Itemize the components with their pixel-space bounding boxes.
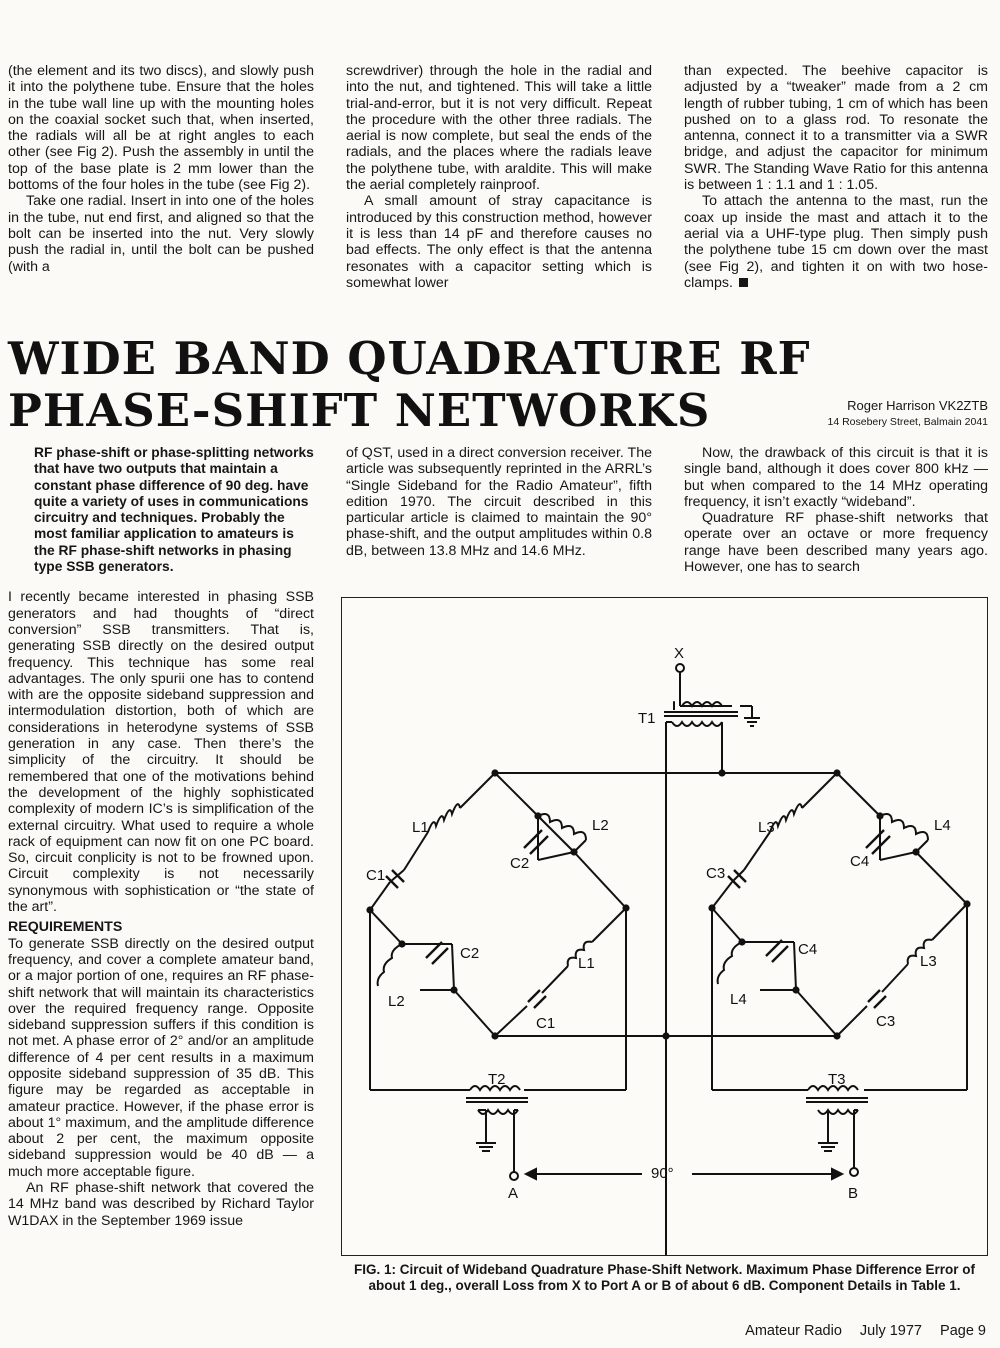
footer-magazine: Amateur Radio	[745, 1323, 842, 1339]
label-t3: T3	[828, 1071, 846, 1088]
label-l1: L1	[412, 819, 429, 836]
figure-caption: FIG. 1: Circuit of Wideband Quadrature Phase-Shift Network. Maximum Phase Difference Error of about 1 deg., overall Loss from X to Port A or B of about 6 dB. Component Details in Table 1.	[354, 1262, 975, 1293]
paragraph: Take one radial. Insert in into one of the holes in the tube, nut end first, and aligned so that the bolt can be inserted into the nut. Very slowly push the radial in, until the bolt can be pushed (with a	[8, 193, 314, 275]
end-of-article-mark	[739, 278, 748, 287]
paragraph: I recently became interested in phasing SSB generators and had thoughts of “direct conversion” SSB transmitters. That is, generating SSB directly on the desired output frequency. This technique has some real advantages. The only spurii one has to contend with are the opposite sideband suppression and intermodulation distortion, both of which are considerations in heterodyne systems of SSB generation in any case. Then there’s the simplicity of the circuitry. It should be remembered that one of the motivations behind the development of the highly sophisticated complexity of modern IC’s is simplification of the external circuitry. What used to require a whole rack of equipment can now fit on one PC board. So, circuit conplicity is not to be frowned upon. Circuit complexity is not necessarily synonymous with sophistication or “the state of the art”.	[8, 589, 314, 916]
label-l4: L4	[934, 817, 951, 834]
label-c1-lower: C1	[536, 1015, 556, 1032]
label-l3: L3	[758, 819, 775, 836]
label-c2-lower: C2	[460, 945, 480, 962]
label-l4-lower: L4	[730, 991, 747, 1008]
footer-issue: July 1977	[859, 1323, 922, 1339]
paragraph-with-end-mark	[684, 193, 988, 291]
label-c4-lower: C4	[798, 941, 818, 958]
article-column-3	[684, 445, 988, 575]
circuit-diagram	[342, 598, 987, 1255]
paragraph: To generate SSB directly on the desired output frequency, and cover a complete amateur band, or a major portion of one, requires an RF phase-shift network that will maintain its characteristics over the required frequency range. Opposite sideband suppression suffers if this condition is not met. A phase error of 2° and/or an amplitude difference of 4 per cent results in a maximum opposite sideband suppression of 35 dB. This figure may be regarded as acceptable in amateur practice. However, if the phase error is about 1° maximum, and the amplitude difference about 2 per cent, the maximum opposite sideband suppression would be 40 dB — a much more acceptable figure.	[8, 935, 314, 1180]
label-c3: C3	[706, 865, 726, 882]
label-c4: C4	[850, 853, 870, 870]
label-x: X	[674, 645, 685, 662]
author-name: Roger Harrison VK2ZTB	[847, 398, 988, 413]
author-address: 14 Rosebery Street, Balmain 2041	[827, 416, 988, 428]
label-l2: L2	[592, 817, 609, 834]
page-footer	[731, 1323, 986, 1339]
label-port-a: A	[508, 1185, 519, 1202]
label-port-b: B	[848, 1185, 859, 1202]
label-t1: T1	[638, 710, 656, 727]
footer-page: Page 9	[940, 1323, 986, 1339]
article-column-2	[346, 445, 652, 559]
label-t2: T2	[488, 1071, 506, 1088]
section-heading-requirements: REQUIREMENTS	[8, 919, 123, 936]
top-column-3	[684, 63, 988, 291]
intro-standfirst: RF phase-shift or phase-splitting networks that have two outputs that maintain a constant phase difference of 90 deg. have quite a variety of uses in communications circuitry and techniques. Probably the most familiar application to amateurs is the RF phase-shift networks in phasing type SSB generators.	[34, 445, 314, 575]
label-c3-lower: C3	[876, 1013, 896, 1030]
paragraph-text: To attach the antenna to the mast, run the coax up inside the mast and attach it to the aerial via a UHF-type plug. Then simply push the polythene tube 15 cm down over the mast (see Fig 2), and tighten it on with two hose-clamps.	[684, 193, 988, 291]
label-c2: C2	[510, 855, 530, 872]
paragraph: (the element and its two discs), and slowly push it into the polythene tube. Ensure that the holes in the tube wall line up with the mounting holes on the coaxial socket such that, when inserted, the radials will all be at right angles to each other (see Fig 2). Push the assembly in until the top of the base plate is 2 mm lower than the bottoms of the four holes in the tube (see Fig 2).	[8, 63, 314, 194]
label-c1: C1	[366, 867, 386, 884]
paragraph: Now, the drawback of this circuit is that it is single band, although it does cover 800 kHz — but when compared to the 14 MHz operating frequency, it isn’t exactly “wideband”.	[684, 445, 988, 510]
paragraph: A small amount of stray capacitance is introduced by this construction method, however it is less than 14 pF and therefore causes no bad effects. The only effect is that the antenna resonates with a capacitor setting which is somewhat lower	[346, 193, 652, 291]
article-column-1	[8, 445, 314, 1229]
paragraph: of QST, used in a direct conversion receiver. The article was subsequently reprinted in the ARRL’s “Single Sideband for the Radio Amateur”, fifth edition 1970. The circuit described in this particular article is claimed to maintain the 90° phase-shift, and the output amplitudes within 0.8 dB, between 13.8 MHz and 14.6 MHz.	[346, 445, 652, 559]
article-title	[8, 333, 811, 437]
byline	[827, 398, 988, 430]
title-line-1: WIDE BAND QUADRATURE RF	[8, 332, 811, 385]
label-l1-lower: L1	[578, 955, 595, 972]
paragraph: than expected. The beehive capacitor is adjusted by a “tweaker” made from a 2 cm length of rubber tubing, 1 cm of which has been pushed on to a glass rod. To resonate the antenna, connect it to a transmitter via a SWR bridge, and adjust the capacitor for minimum SWR. The Standing Wave Ratio for this antenna is between 1 : 1.1 and 1 : 1.05.	[684, 63, 988, 194]
top-column-2	[346, 63, 652, 291]
paragraph: An RF phase-shift network that covered the 14 MHz band was described by Richard Taylor W1DAX in the September 1969 issue	[8, 1180, 314, 1229]
label-l2-lower: L2	[388, 993, 405, 1010]
paragraph: Quadrature RF phase-shift networks that operate over an octave or more frequency range have been described many years ago. However, one has to search	[684, 510, 988, 576]
title-line-2: PHASE-SHIFT NETWORKS	[8, 384, 711, 437]
label-phase-90: 90°	[651, 1165, 674, 1182]
label-l3-lower: L3	[920, 953, 937, 970]
paragraph: screwdriver) through the hole in the radial and into the nut, and tightened. This will take a little trial-and-error, but it is not very difficult. Repeat the procedure with the other three radials. The aerial is now complete, but seal the ends of the radials, and the places where the radials leave the polythene tube, with araldite. This will make the aerial completely rainproof.	[346, 63, 652, 194]
circuit-figure	[341, 597, 988, 1256]
top-column-1	[8, 63, 314, 275]
